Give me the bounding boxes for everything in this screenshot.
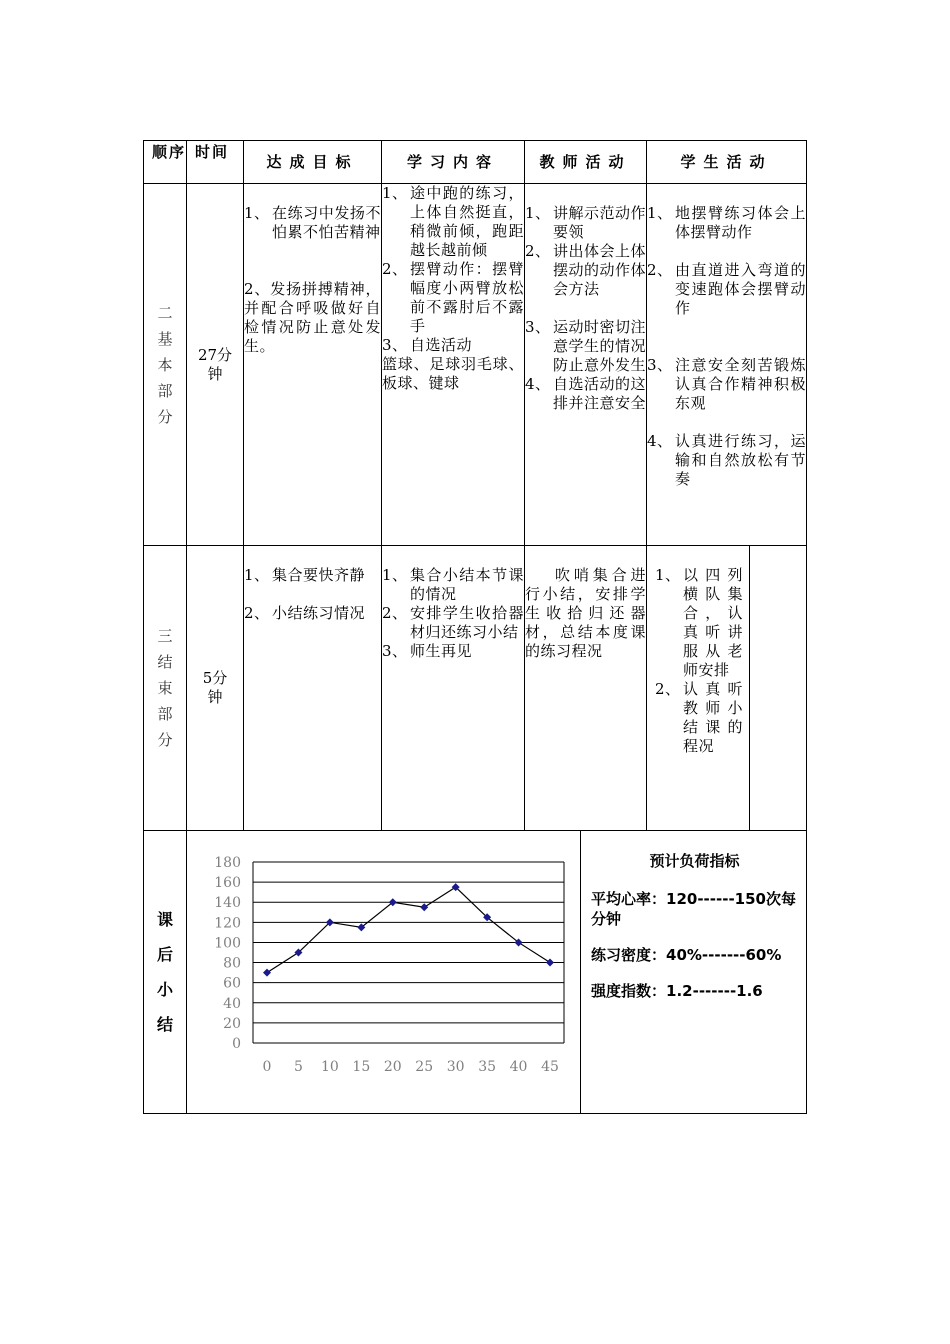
load-indicators: [580, 831, 806, 1113]
lesson-plan-table: [143, 140, 807, 1114]
ending-part-label: [144, 546, 187, 831]
header-time: 时间: [187, 141, 244, 184]
list-item: 2、 安排学生收拾器材归还练习小结: [382, 604, 524, 641]
ending-time: [187, 546, 244, 831]
list-item: 2、 小结练习情况: [244, 604, 366, 622]
list-item: 1、 集合要快齐静: [244, 566, 366, 584]
x-tick-label: 25: [415, 1059, 434, 1075]
label-char: 二: [157, 303, 173, 322]
list-item: 2、 认真听教师小结课的程况: [655, 680, 743, 755]
summary-label: [144, 831, 187, 1114]
label-char: 分: [157, 731, 173, 749]
list-item: 2、 由直道进入弯道的变速跑体会摆臂动作: [647, 261, 806, 317]
y-tick-label: 20: [223, 1015, 241, 1032]
ending-teacher: [525, 546, 647, 831]
heart-rate-indicator: 平均心率：120------150次每分钟: [591, 890, 796, 928]
list-item: 2、 摆臂动作：摆臂幅度小两臂放松前不露肘后不露手: [382, 260, 524, 335]
ending-student: [647, 546, 807, 831]
y-tick-label: 120: [214, 915, 241, 932]
header-content: 学习内容: [382, 141, 525, 184]
y-tick-label: 140: [214, 895, 241, 912]
x-tick-label: 10: [320, 1059, 339, 1075]
intensity-indicator: 强度指数：1.2-------1.6: [591, 982, 763, 1000]
label-char: 基: [157, 329, 173, 348]
list-item: 4、 认真进行练习，运输和自然放松有节奏: [647, 432, 806, 488]
basic-time-text: 27分钟: [197, 345, 233, 383]
x-tick-label: 20: [383, 1059, 402, 1075]
ending-goals: [244, 546, 382, 831]
basic-time: [187, 184, 244, 546]
y-tick-label: 160: [214, 875, 241, 892]
ending-student-list: [647, 546, 749, 830]
label-char: 小: [156, 980, 173, 999]
label-char: 部: [157, 381, 173, 400]
label-char: 三: [157, 627, 173, 645]
list-item: 1、 以四列横队集合，认真听讲服从老师安排: [655, 566, 743, 679]
x-tick-label: 40: [509, 1059, 528, 1075]
list-item: 1、 地摆臂练习体会上体摆臂动作: [647, 204, 806, 241]
header-student: 学生活动: [647, 141, 807, 184]
basic-student: [647, 184, 807, 546]
label-char: 本: [157, 355, 173, 374]
label-char: 课: [156, 910, 173, 929]
y-tick-label: 100: [214, 935, 241, 952]
label-char: 结: [156, 1015, 173, 1034]
y-tick-label: 180: [214, 855, 241, 871]
list-item: 1、 途中跑的练习，上体自然挺直，稍微前倾，跑距越长越前倾: [382, 184, 524, 259]
list-item: 3、 师生再见: [382, 642, 473, 660]
list-item: 4、 自选活动的这排并注意安全: [525, 375, 647, 412]
series-line: [267, 887, 550, 972]
summary-content: [187, 831, 807, 1114]
summary-row: [144, 831, 807, 1114]
header-teacher: 教师活动: [525, 141, 647, 184]
basic-goals: [244, 184, 382, 546]
basic-teacher: [525, 184, 647, 546]
y-tick-label: 40: [223, 995, 241, 1012]
ending-content: [382, 546, 525, 831]
x-tick-label: 35: [478, 1059, 497, 1075]
heart-rate-chart: [187, 831, 580, 1113]
x-tick-label: 5: [293, 1059, 303, 1075]
list-item: 3、 自选活动: [382, 336, 473, 354]
basic-part-row: [144, 184, 807, 546]
list-item: 1、 在练习中发扬不怕累不怕苦精神: [244, 204, 381, 241]
list-item: 篮球、足球羽毛球、板球、键球: [382, 355, 524, 392]
list-item: 1、 集合小结本节课的情况: [382, 566, 524, 603]
header-goal: 达成目标: [244, 141, 382, 184]
list-item: 2、发扬拼搏精神，并配合呼吸做好自检情况防止意处发生。: [244, 280, 381, 355]
x-tick-label: 45: [541, 1059, 559, 1075]
x-tick-label: 30: [446, 1059, 465, 1075]
header-row: [144, 141, 807, 184]
list-item: 3、 注意安全刻苦锻炼认真合作精神积极东观: [647, 356, 806, 412]
header-order: 顺序: [144, 141, 187, 184]
label-char: 束: [157, 679, 173, 697]
data-point: [420, 903, 428, 911]
y-tick-label: 0: [232, 1036, 241, 1052]
label-char: 分: [157, 407, 173, 426]
ending-teacher-text: 吹哨集合进行小结，安排学生收拾归还器材，总结本度课的练习程况: [525, 566, 646, 660]
x-tick-label: 0: [262, 1059, 272, 1075]
ending-student-empty: [749, 546, 806, 830]
y-tick-label: 60: [223, 975, 241, 992]
density-indicator: 练习密度：40%-------60%: [591, 946, 782, 964]
x-tick-label: 15: [352, 1059, 371, 1075]
list-item: 1、 讲解示范动作要领: [525, 204, 647, 241]
basic-part-label: [144, 184, 187, 546]
list-item: 2、 讲出体会上体摆动的动作体会方法: [525, 242, 647, 298]
label-char: 后: [156, 945, 173, 964]
load-title: 预计负荷指标: [649, 852, 740, 870]
ending-part-row: [144, 546, 807, 831]
basic-content: [382, 184, 525, 546]
label-char: 部: [157, 705, 173, 723]
data-point: [263, 969, 271, 977]
list-item: 3、 运动时密切注意学生的情况防止意外发生: [525, 318, 647, 374]
ending-time-text: 5分钟: [202, 669, 228, 706]
data-point: [546, 959, 554, 967]
heart-rate-chart-panel: [187, 831, 580, 1113]
label-char: 结: [157, 653, 173, 671]
y-tick-label: 80: [223, 955, 241, 972]
